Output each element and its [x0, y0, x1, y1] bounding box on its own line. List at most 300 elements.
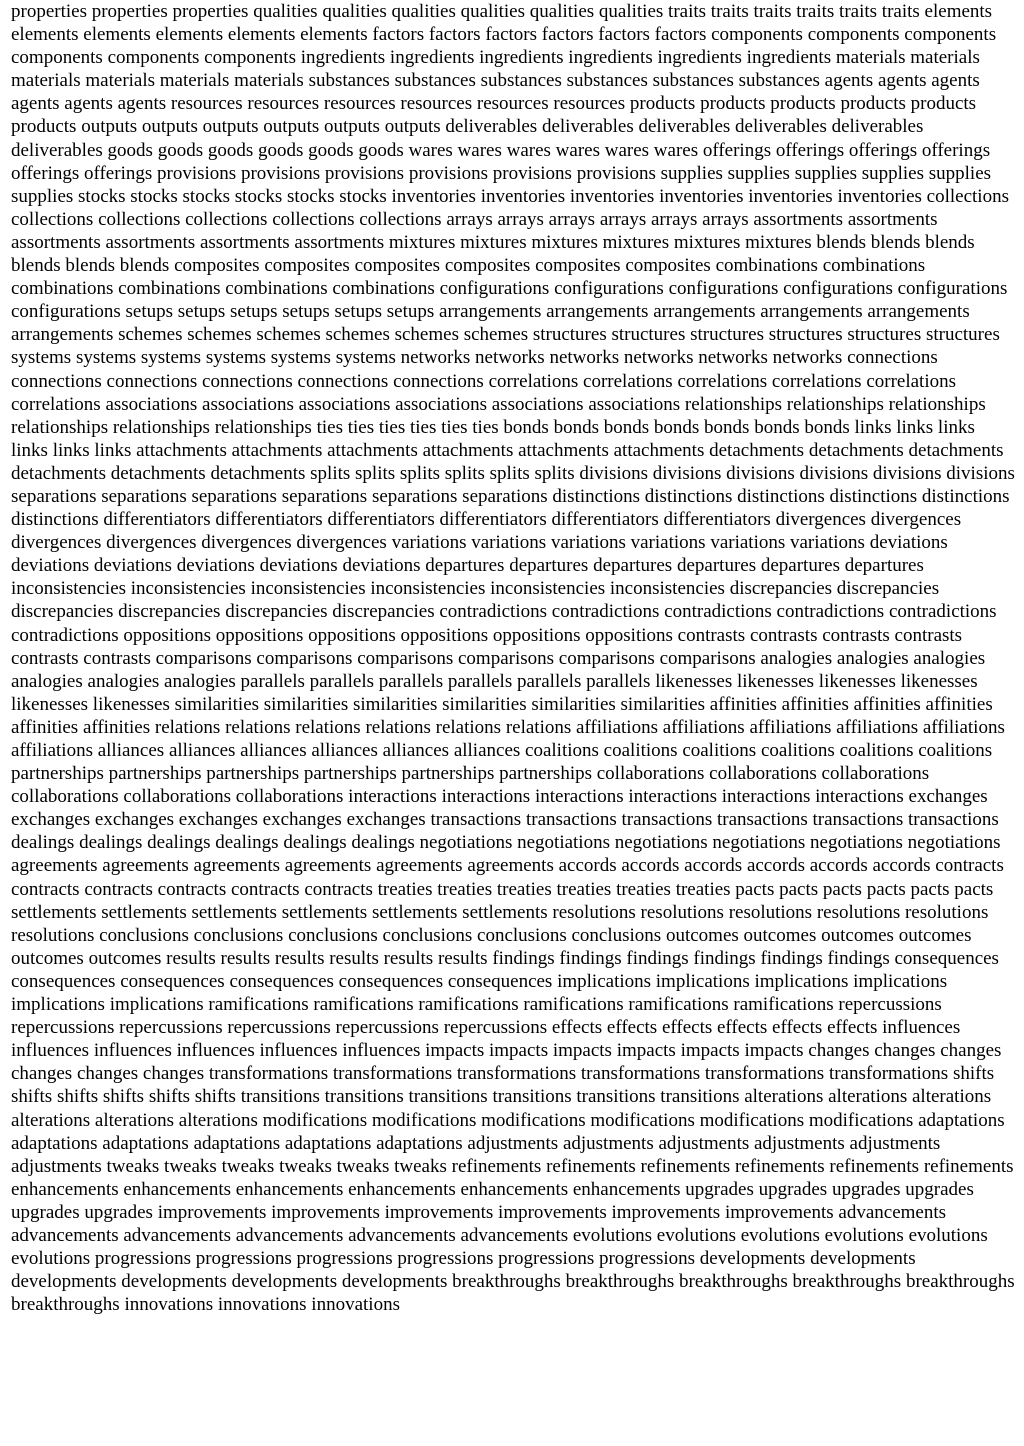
- word: repercussions: [227, 1017, 331, 1039]
- word: composites: [264, 255, 350, 277]
- word: inconsistencies: [250, 578, 366, 600]
- word: agents: [11, 93, 60, 115]
- word: coalitions: [918, 740, 993, 761]
- word: systems: [335, 347, 396, 369]
- word: negotiations: [517, 832, 610, 854]
- word: affiliations: [922, 716, 1005, 738]
- word: bonds: [754, 416, 800, 438]
- word: affiliations: [11, 740, 93, 761]
- word: implications: [557, 970, 652, 992]
- word: bonds: [653, 416, 700, 438]
- word: wares: [408, 139, 453, 161]
- word: offerings: [848, 139, 918, 161]
- word: divisions: [799, 462, 869, 484]
- word: parallels: [516, 670, 582, 692]
- word: alterations: [94, 1109, 175, 1131]
- word: setups: [230, 301, 278, 323]
- word: results: [329, 947, 379, 969]
- word: traits: [753, 1, 792, 22]
- word: networks: [549, 347, 620, 369]
- word: qualities: [460, 1, 526, 22]
- word: deliverables: [735, 116, 827, 138]
- word: distinctions: [552, 485, 641, 507]
- word: transitions: [492, 1086, 572, 1108]
- word: outputs: [263, 116, 320, 138]
- word: adaptations: [102, 1132, 189, 1154]
- word: collaborations: [709, 763, 817, 785]
- word: correlations: [583, 370, 673, 392]
- word: effects: [606, 1017, 658, 1039]
- word: influences: [882, 1017, 961, 1039]
- word: contracts: [11, 878, 80, 900]
- word: substances: [738, 70, 820, 92]
- word: parallels: [586, 670, 651, 692]
- word: inventories: [480, 185, 566, 207]
- word: detachments: [908, 439, 1004, 461]
- word: affiliations: [836, 716, 919, 738]
- word: partnerships: [499, 763, 592, 785]
- word: conclusions: [477, 924, 567, 946]
- word: advancements: [348, 1224, 456, 1246]
- word: upgrades: [11, 1201, 80, 1223]
- word: relationships: [888, 393, 986, 415]
- word: deliverables: [638, 116, 731, 138]
- word: collaborations: [235, 786, 344, 808]
- word: refinements: [734, 1155, 825, 1177]
- word: exchanges: [94, 809, 175, 831]
- word: results: [437, 947, 488, 969]
- word: comparisons: [155, 647, 252, 669]
- word: differentiators: [439, 509, 547, 531]
- word: schemes: [256, 324, 321, 346]
- word: traits: [668, 1, 707, 22]
- word: attachments: [231, 439, 323, 461]
- word: inventories: [659, 185, 744, 207]
- word: goods: [107, 139, 153, 161]
- word: findings: [760, 947, 823, 969]
- word: results: [166, 947, 216, 969]
- word: ramifications: [733, 994, 834, 1016]
- word: alterations: [912, 1086, 992, 1108]
- word: alliances: [382, 740, 450, 761]
- word: analogies: [913, 647, 986, 669]
- word: changes: [808, 1040, 870, 1062]
- word: goods: [157, 139, 204, 161]
- word: tweaks: [164, 1155, 217, 1177]
- word: associations: [588, 393, 681, 415]
- word: properties: [11, 1, 87, 22]
- word: negotiations: [907, 832, 1001, 854]
- word: supplies: [794, 162, 857, 184]
- word: affiliations: [749, 716, 832, 738]
- word: composites: [625, 255, 711, 277]
- word: treaties: [556, 878, 612, 900]
- word: resources: [247, 93, 320, 115]
- word: likenesses: [92, 693, 170, 715]
- word: splits: [489, 462, 530, 484]
- word: ingredients: [479, 47, 564, 69]
- word: treaties: [675, 878, 731, 900]
- word: analogies: [836, 647, 909, 669]
- word: collections: [98, 208, 181, 230]
- word: outcomes: [88, 947, 162, 969]
- word: arrays: [599, 208, 647, 230]
- word: setups: [282, 301, 330, 323]
- word: progressions: [397, 1248, 494, 1270]
- word: configurations: [11, 301, 121, 323]
- word: blends: [816, 231, 866, 253]
- word: associations: [202, 393, 294, 415]
- word: transformations: [332, 1063, 453, 1085]
- word: transitions: [576, 1086, 656, 1108]
- word: factors: [428, 24, 481, 46]
- word: likenesses: [900, 670, 978, 692]
- word: shifts: [11, 1086, 53, 1108]
- word: negotiations: [810, 832, 903, 854]
- word: tweaks: [106, 1155, 160, 1177]
- word: consequences: [229, 970, 334, 992]
- word: goods: [308, 139, 354, 161]
- word: factors: [372, 24, 425, 46]
- word: provisions: [492, 162, 572, 184]
- word: pacts: [735, 878, 775, 900]
- word: partnerships: [303, 763, 397, 785]
- word: developments: [231, 1271, 338, 1293]
- word: contrasts: [677, 624, 746, 646]
- word: differentiators: [663, 509, 771, 531]
- word: offerings: [702, 139, 772, 161]
- word: relationships: [11, 416, 109, 438]
- word: agents: [64, 93, 113, 115]
- word: qualities: [391, 1, 456, 22]
- word: ties: [378, 416, 406, 438]
- word: splits: [310, 462, 351, 484]
- word: resolutions: [552, 901, 636, 923]
- word: progressions: [598, 1248, 696, 1270]
- word: deviations: [93, 555, 172, 577]
- word: variations: [550, 532, 626, 554]
- word: mixtures: [460, 231, 527, 253]
- word: changes: [874, 1040, 936, 1062]
- word: factors: [485, 24, 538, 46]
- word: improvements: [611, 1201, 721, 1223]
- word: oppositions: [308, 624, 396, 646]
- word: advancements: [235, 1224, 344, 1246]
- word: attachments: [613, 439, 705, 461]
- word: contradictions: [664, 601, 772, 623]
- word: resolutions: [728, 901, 813, 923]
- word: settlements: [281, 901, 368, 923]
- word: setups: [177, 301, 226, 323]
- word: networks: [772, 347, 843, 369]
- word: provisions: [576, 162, 656, 184]
- word: assortments: [294, 231, 385, 253]
- word: links: [854, 416, 892, 438]
- word: enhancements: [235, 1178, 344, 1200]
- word: innovations: [217, 1294, 307, 1316]
- word: changes: [142, 1063, 205, 1085]
- word: transactions: [717, 809, 808, 831]
- word: outcomes: [665, 924, 739, 946]
- word: comparisons: [659, 647, 756, 669]
- word: correlations: [866, 370, 957, 392]
- word: improvements: [724, 1201, 834, 1223]
- word: elements: [155, 24, 224, 46]
- word: transactions: [621, 809, 713, 831]
- word: findings: [492, 947, 555, 969]
- word: correlations: [771, 370, 862, 392]
- word: contracts: [84, 878, 153, 900]
- word: improvements: [384, 1201, 494, 1223]
- word: components: [904, 24, 997, 46]
- word: configurations: [439, 278, 550, 300]
- word: accords: [872, 855, 931, 877]
- word: resources: [170, 93, 243, 115]
- word: ramifications: [628, 994, 729, 1016]
- word: connections: [106, 370, 198, 392]
- word: progressions: [195, 1248, 292, 1270]
- word: differentiators: [215, 509, 323, 531]
- word: elements: [83, 24, 151, 46]
- word: offerings: [775, 139, 845, 161]
- word: connections: [393, 370, 484, 392]
- word: deliverables: [541, 116, 634, 138]
- word: qualities: [253, 1, 318, 22]
- word: settlements: [101, 901, 187, 923]
- word: differentiators: [327, 509, 435, 531]
- word: configurations: [897, 278, 1008, 300]
- word: dealings: [147, 832, 211, 854]
- word: affinities: [82, 716, 151, 738]
- word: departures: [676, 555, 757, 577]
- word: findings: [626, 947, 689, 969]
- word: findings: [693, 947, 756, 969]
- word: transformations: [580, 1063, 701, 1085]
- word: refinements: [923, 1155, 1014, 1177]
- word: arrangements: [546, 301, 649, 323]
- word: developments: [11, 1271, 117, 1293]
- word: divisions: [946, 462, 1015, 484]
- word: relations: [295, 716, 361, 738]
- word: treaties: [437, 878, 493, 900]
- word: systems: [11, 347, 72, 369]
- word: separations: [462, 485, 548, 507]
- word: advancements: [11, 1224, 119, 1246]
- word: findings: [827, 947, 890, 969]
- word: changes: [940, 1040, 1002, 1062]
- word: detachments: [110, 462, 206, 484]
- word: factors: [541, 24, 594, 46]
- word: impacts: [616, 1040, 676, 1062]
- word: wares: [604, 139, 650, 161]
- word: products: [840, 93, 906, 115]
- word: blends: [11, 255, 61, 277]
- word: mixtures: [673, 231, 741, 253]
- word: ties: [410, 416, 437, 438]
- word: resources: [323, 93, 396, 115]
- word: assortments: [199, 231, 290, 253]
- word: breakthroughs: [905, 1271, 1015, 1293]
- word: goods: [358, 139, 404, 161]
- word: ingredients: [746, 47, 832, 69]
- word: upgrades: [758, 1178, 828, 1200]
- word: links: [937, 416, 975, 438]
- word: exchanges: [262, 809, 342, 831]
- word: discrepancies: [11, 601, 114, 623]
- word: effects: [661, 1017, 713, 1039]
- word: implications: [655, 970, 750, 992]
- word: resources: [553, 93, 626, 115]
- word: upgrades: [831, 1178, 901, 1200]
- word: implications: [109, 994, 204, 1016]
- word: networks: [698, 347, 768, 369]
- word: divergences: [775, 509, 866, 531]
- word: combinations: [332, 278, 435, 300]
- word: influences: [342, 1040, 421, 1062]
- word: advancements: [123, 1224, 231, 1246]
- word: properties: [91, 1, 168, 22]
- word: dealings: [79, 832, 143, 854]
- word: resolutions: [816, 901, 901, 923]
- word: discrepancies: [225, 601, 328, 623]
- word: evolutions: [11, 1248, 91, 1270]
- word: correlations: [677, 370, 768, 392]
- word: detachments: [11, 462, 106, 484]
- word: components: [107, 47, 200, 69]
- word: accords: [746, 855, 805, 877]
- word: evolutions: [740, 1224, 820, 1246]
- word: breakthroughs: [792, 1271, 902, 1293]
- word: alliances: [240, 740, 307, 761]
- word: divisions: [872, 462, 942, 484]
- word: factors: [598, 24, 650, 46]
- word: supplies: [11, 185, 74, 207]
- word: relationships: [684, 393, 783, 415]
- word: affinities: [853, 693, 921, 715]
- word: contrasts: [822, 624, 890, 646]
- word: provisions: [324, 162, 405, 184]
- word: likenesses: [818, 670, 896, 692]
- word: resources: [476, 93, 549, 115]
- word: ties: [316, 416, 343, 438]
- word: similarities: [352, 693, 438, 715]
- word: oppositions: [400, 624, 489, 646]
- word: consequences: [120, 970, 225, 992]
- word: stocks: [182, 185, 231, 207]
- word: resolutions: [640, 901, 724, 923]
- word: attachments: [327, 439, 418, 461]
- word: refinements: [829, 1155, 920, 1177]
- word: blends: [119, 255, 170, 277]
- word: similarities: [263, 693, 349, 715]
- word: agreements: [467, 855, 554, 877]
- word: adjustments: [849, 1132, 941, 1154]
- word: departures: [425, 555, 505, 577]
- word: elements: [924, 1, 993, 22]
- word: comparisons: [457, 647, 555, 669]
- word: impacts: [552, 1040, 612, 1062]
- word: structures: [611, 324, 686, 346]
- word: links: [94, 439, 132, 461]
- word: comparisons: [256, 647, 353, 669]
- word: relationships: [786, 393, 884, 415]
- word: discrepancies: [836, 578, 940, 600]
- word: agents: [931, 70, 980, 92]
- word: improvements: [157, 1201, 267, 1223]
- word: substances: [566, 70, 648, 92]
- word: stocks: [234, 185, 283, 207]
- word: similarities: [442, 693, 527, 715]
- word: provisions: [157, 162, 237, 184]
- word: departures: [760, 555, 840, 577]
- word: divisions: [726, 462, 795, 484]
- word: alterations: [828, 1086, 908, 1108]
- word: divergences: [106, 532, 197, 554]
- word: divisions: [579, 462, 649, 484]
- word: collaborations: [11, 786, 119, 808]
- word: breakthroughs: [11, 1294, 120, 1316]
- word: variations: [790, 532, 865, 554]
- word: links: [11, 439, 48, 461]
- word: evolutions: [572, 1224, 653, 1246]
- word: alterations: [744, 1086, 824, 1108]
- word: supplies: [928, 162, 992, 184]
- word: coalitions: [839, 740, 914, 761]
- word: differentiators: [103, 509, 211, 531]
- word: changes: [11, 1063, 73, 1085]
- word: enhancements: [11, 1178, 119, 1200]
- word: schemes: [118, 324, 183, 346]
- word: similarities: [620, 693, 705, 715]
- word: systems: [270, 347, 331, 369]
- word: upgrades: [84, 1201, 153, 1223]
- word: influences: [259, 1040, 338, 1062]
- word: inconsistencies: [490, 578, 606, 600]
- word: inconsistencies: [130, 578, 246, 600]
- word: improvements: [498, 1201, 607, 1223]
- word: affiliations: [662, 716, 745, 738]
- word: results: [220, 947, 271, 969]
- word: bonds: [503, 416, 549, 438]
- word: materials: [910, 47, 980, 69]
- word: affinities: [709, 693, 777, 715]
- word: stocks: [339, 185, 387, 207]
- word: consequences: [894, 947, 999, 969]
- word: partnerships: [206, 763, 300, 785]
- word: relations: [225, 716, 291, 738]
- word: deviations: [259, 555, 338, 577]
- word: adaptations: [376, 1132, 463, 1154]
- word: schemes: [187, 324, 252, 346]
- word: detachments: [210, 462, 306, 484]
- word: assortments: [847, 208, 938, 230]
- word: ingredients: [568, 47, 653, 69]
- word: refinements: [451, 1155, 542, 1177]
- word: tweaks: [221, 1155, 275, 1177]
- word: treaties: [616, 878, 671, 900]
- word: distinctions: [829, 485, 918, 507]
- word: systems: [75, 347, 137, 369]
- word: accords: [684, 855, 743, 877]
- word: relationships: [112, 416, 210, 438]
- word: inventories: [837, 185, 922, 207]
- word: departures: [593, 555, 673, 577]
- word: influences: [176, 1040, 255, 1062]
- word: impacts: [425, 1040, 485, 1062]
- word: materials: [159, 70, 230, 92]
- word: progressions: [296, 1248, 393, 1270]
- word: contracts: [304, 878, 373, 900]
